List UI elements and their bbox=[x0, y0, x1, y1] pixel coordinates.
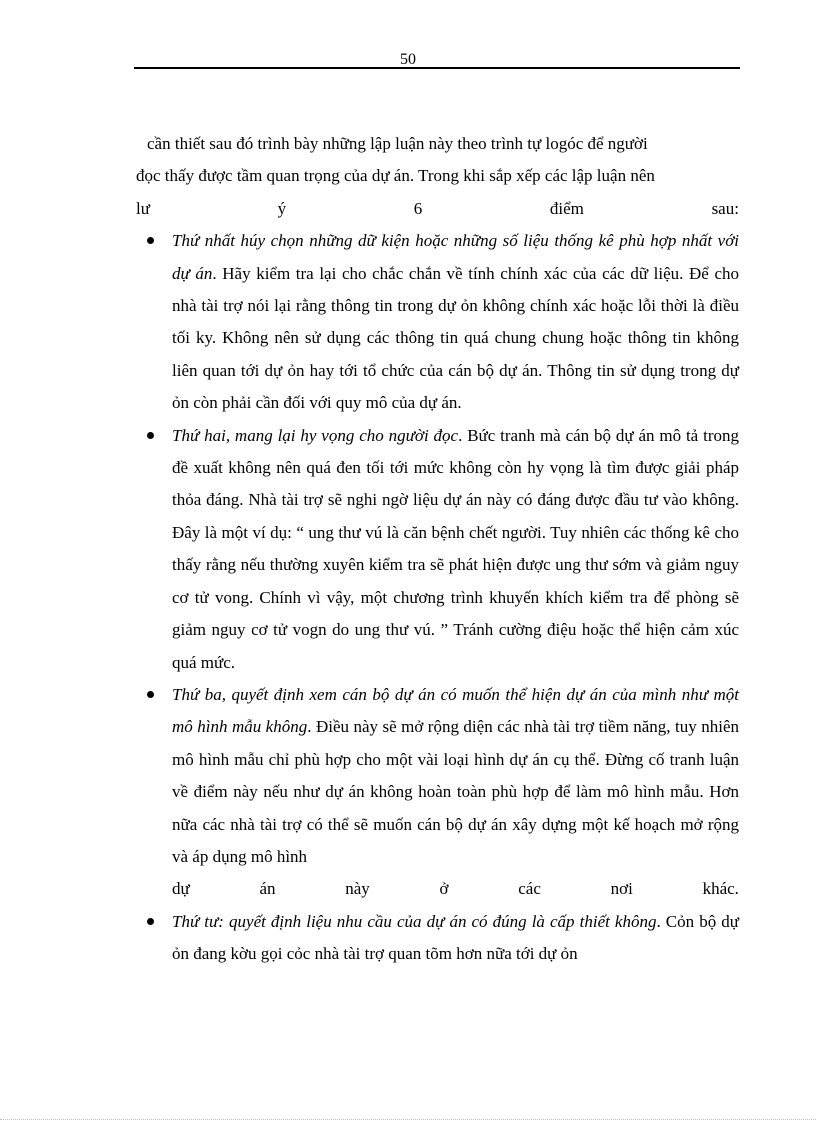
intro-word: lư bbox=[136, 198, 150, 218]
bullet-item-4 bbox=[136, 906, 739, 971]
bullet-word: khác. bbox=[702, 879, 739, 899]
bullet-word: án bbox=[259, 879, 276, 899]
intro-word: điểm bbox=[549, 198, 584, 218]
bullet-lead: Thứ nhất húy chọn những dữ kiện hoặc những số liệu thống kê phù hợp nhất với dự án bbox=[172, 231, 739, 283]
page-body bbox=[136, 128, 739, 971]
bullet-word: dự bbox=[172, 879, 190, 899]
header-rule bbox=[134, 67, 740, 69]
bullet-word: nơi bbox=[610, 879, 633, 899]
intro-line-1: cần thiết sau đó trình bày những lập luận này theo trình tự logóc để người bbox=[147, 134, 648, 153]
bullet-lead: Thứ tư: quyết định liệu nhu cầu của dự án có đúng là cấp thiết không bbox=[172, 911, 657, 931]
intro-paragraph bbox=[136, 128, 739, 193]
bullet-word: ở bbox=[439, 879, 449, 899]
bullet-lead: Thứ hai, mang lại hy vọng cho người đọc bbox=[172, 425, 459, 445]
intro-word: 6 bbox=[413, 198, 423, 218]
intro-line-3 bbox=[136, 193, 739, 225]
intro-word: sau: bbox=[711, 198, 739, 218]
bullet-body: . Điều này sẽ mở rộng diện các nhà tài trợ tiềm năng, tuy nhiên mô hình mẫu chỉ phù hợp cho một vài loại hình dự án cụ thể. Đừng cố tranh luận về điểm này nếu như dự án không hoàn toàn phù hợp để làm mô hình mẫu. Hơn nữa các nhà tài trợ có thể sẽ muốn cán bộ dự án xây dựng một kế hoạch mở rộng và áp dụng mô hình bbox=[172, 717, 739, 866]
bullet-word: các bbox=[518, 879, 541, 899]
bullet-dot-icon bbox=[147, 691, 154, 698]
bullet-word: này bbox=[345, 879, 370, 899]
bullet-body: . Cỏn bộ dự ỏn đang kờu gọi cỏc nhà tài trợ quan tõm hơn nữa tới dự ỏn bbox=[172, 911, 739, 964]
bullet-item-1 bbox=[136, 225, 739, 419]
bullet-item-3 bbox=[136, 679, 739, 906]
intro-word: ý bbox=[277, 198, 287, 218]
bullet-dot-icon bbox=[147, 432, 154, 439]
bullet-body: . Hãy kiểm tra lại cho chắc chắn về tính chính xác của các dữ liệu. Để cho nhà tài trợ nói lại rằng thông tin trong dự ỏn không chính xác hoặc lỗi thời là điều tối ky. Không nên sử dụng các thông tin quá chung chung hoặc thông tin không liên quan tới dự ỏn hay tới tổ chức của cán bộ dự án. Thông tin sử dụng trong dự ỏn còn phải cần đối với quy mô của dự án. bbox=[172, 263, 739, 413]
intro-line-2: đọc thấy được tầm quan trọng của dự án. Trong khi sắp xếp các lập luận nên bbox=[136, 166, 655, 186]
bullet-3-last-line bbox=[172, 873, 739, 905]
bullet-item-2 bbox=[136, 420, 739, 679]
page-number: 50 bbox=[400, 51, 416, 68]
bullet-dot-icon bbox=[147, 918, 154, 925]
bullet-list bbox=[136, 225, 739, 970]
page-bottom-border bbox=[0, 1119, 816, 1120]
bullet-dot-icon bbox=[147, 237, 154, 244]
bullet-body: . Bức tranh mà cán bộ dự án mô tả trong đề xuất không nên quá đen tối tới mức không còn hy vọng là tìm được giải pháp thỏa đáng. Nhà tài trợ sẽ nghi ngờ liệu dự án này có đáng được đầu tư vào không. Đây là một ví dụ: “ ung thư vú là căn bệnh chết người. Tuy nhiên các thống kê cho thấy rằng nếu thường xuyên kiểm tra sẽ phát hiện được ung thư sớm và giảm nguy cơ tử vong. Chính vì vậy, một chương trình khuyến khích kiểm tra để phòng sẽ giảm nguy cơ tử vogn do ung thư vú. ” Tránh cường điệu hoặc thể hiện cảm xúc quá mức. bbox=[172, 425, 739, 672]
bullet-lead: Thứ ba, quyết định xem cán bộ dự án có muốn thể hiện dự án của mình như một mô hình mẫu không bbox=[172, 684, 739, 737]
